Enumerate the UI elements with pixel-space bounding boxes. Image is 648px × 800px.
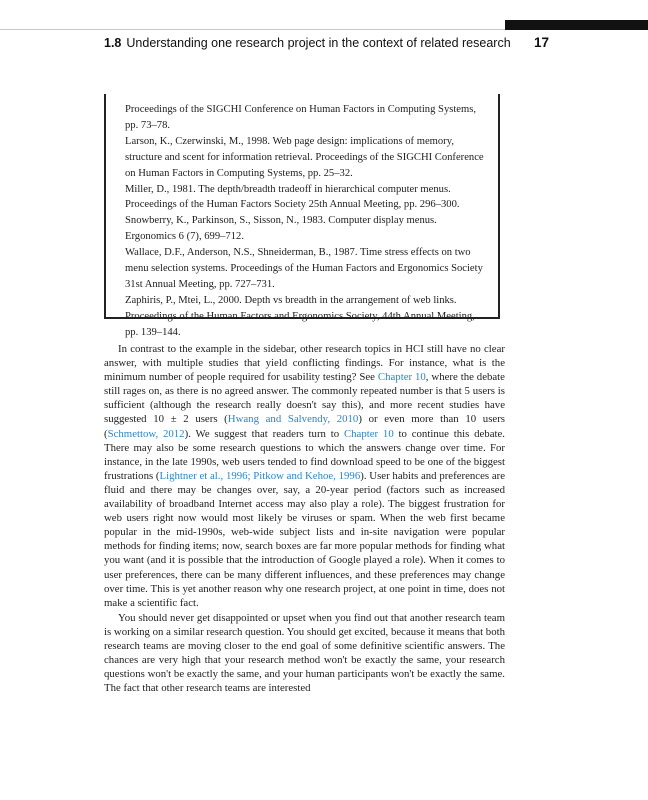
text-run: In contrast to the example in the sidebar, other research topics in HCI still have no clear answer, with multiple studies that yield conflicting findings. For instance, what is the minimum number of people required for usability testing? See	[104, 343, 505, 384]
text-run: ) or even more than 10 users (	[104, 413, 505, 440]
body-text	[104, 342, 505, 695]
reference-entry: Larson, K., Czerwinski, M., 1998. Web page design: implications of memory, structure and scent for information retrieval. Proceedings of the SIGCHI Conference on Human Factors in Computing Systems, pp. 25–32.	[125, 135, 484, 179]
text-run: , where the debate still rages on, as there is no agreed answer. The commonly repeated number is that 5 users is sufficient (although the research really doesn't say this), and more recent studies have suggested 10 ± 2 users (	[104, 371, 505, 426]
page-number: 17	[533, 35, 549, 50]
reference-entry: Wallace, D.F., Anderson, N.S., Shneiderman, B., 1987. Time stress effects on two menu selection systems. Proceedings of the Human Factors and Ergonomics Society 31st Annual Meeting, pp. 727–731.	[125, 247, 483, 290]
text-run: to continue this debate. There may also be some research questions to which the answers change over time. For instance, in the late 1990s, web users tended to find download speed to be one of the biggest frustrations (	[104, 427, 505, 482]
text-run: ). We suggest that readers turn to	[184, 427, 344, 440]
running-head	[104, 35, 549, 50]
header-rule	[0, 29, 505, 30]
paragraph	[104, 342, 505, 610]
citation-link-schmettow[interactable]: Schmettow, 2012	[107, 427, 185, 440]
header-accent-bar	[505, 20, 648, 30]
citation-link-hwang-salvendy[interactable]: Hwang and Salvendy, 2010	[227, 413, 359, 426]
reference-entry: Miller, D., 1981. The depth/breadth tradeoff in hierarchical computer menus. Proceedings of the Human Factors Society 25th Annual Meeting, pp. 296–300.	[125, 183, 460, 211]
sidebar-references-box	[104, 94, 500, 338]
section-number: 1.8	[104, 36, 122, 50]
reference-entry: Proceedings of the SIGCHI Conference on Human Factors in Computing Systems, pp. 73–78.	[125, 104, 477, 131]
reference-entry: Snowberry, K., Parkinson, S., Sisson, N., 1983. Computer display menus. Ergonomics 6 (7), 699–712.	[125, 215, 437, 243]
paragraph: You should never get disappointed or upset when you find out that another research team is working on a similar research question. You should get excited, because it means that both research teams are moving closer to the end goal of some definitive scientific answers. The chances are very high that your research method won't be exactly the same, your research questions won't be exactly the same, and your human participants won't be exactly the same. The fact that other research teams are interested	[104, 611, 505, 695]
chapter-10-link[interactable]: Chapter 10	[377, 371, 426, 384]
text-run: ). User habits and preferences are fluid and there may be changes over, say, a 20-year period (factors such as increased availability of broadband Internet access may also play a role). The biggest frustration for web users right now would most likely be viruses or spam. When the web first became popular in the mid-1990s, web-wide subject lists and in-site navigation were popular methods for finding items; now, search boxes are far more popular methods for finding what you want (and it is possible that the introduction of Google played a role). When it comes to user preferences, there can be many different influences, and these preferences may change over time. This is yet another reason why one research project, at one point in time, does not make a scientific fact.	[104, 469, 505, 609]
chapter-10-link[interactable]: Chapter 10	[343, 427, 394, 440]
citation-link-lightner-pitkow[interactable]: Lightner et al., 1996; Pitkow and Kehoe, 1996	[159, 469, 361, 482]
reference-entry: Zaphiris, P., Mtei, L., 2000. Depth vs breadth in the arrangement of web links. Proceedings of the Human Factors and Ergonomics Society, 44th Annual Meeting, pp. 139–144.	[125, 294, 475, 338]
running-head-title	[104, 36, 511, 50]
section-title: Understanding one research project in the context of related research	[126, 36, 511, 50]
